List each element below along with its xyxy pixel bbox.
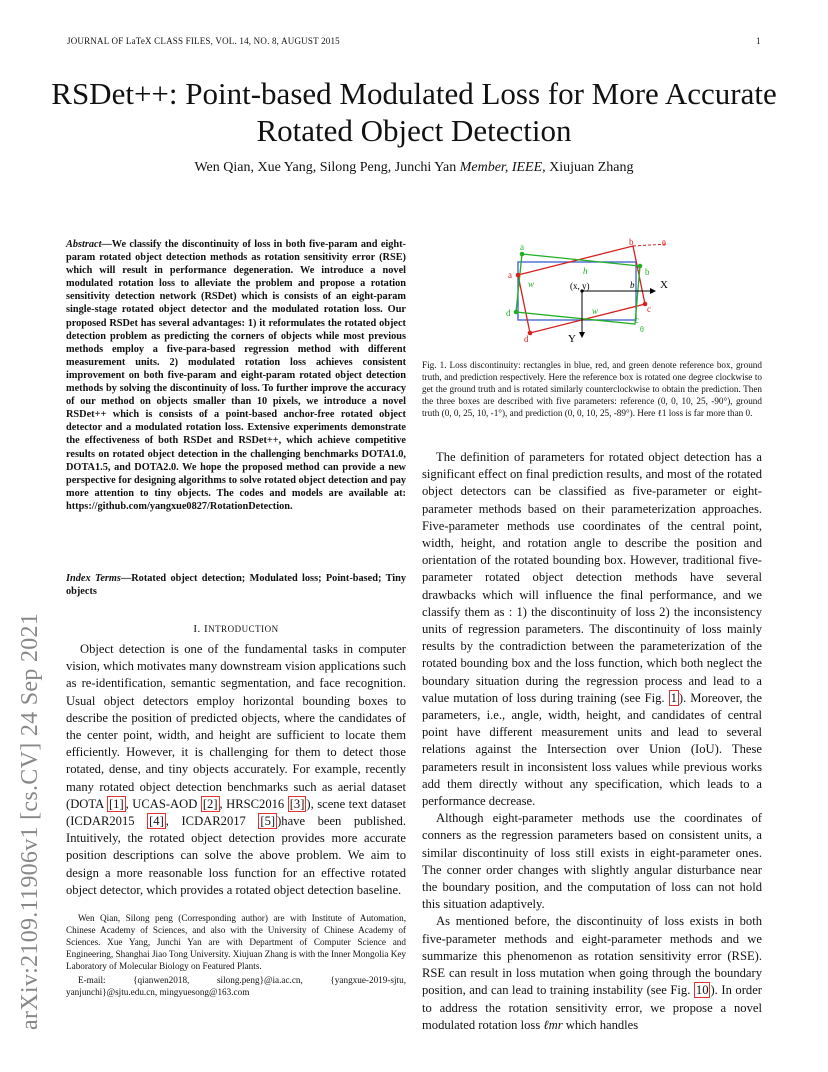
author-names: Wen Qian, Xue Yang, Silong Peng, Junchi Yan [194, 160, 457, 175]
paper-title: RSDet++: Point-based Modulated Loss for More Accurate Rotated Object Detection [51, 76, 777, 148]
label-d-green: d [506, 308, 511, 318]
page-number: 1 [756, 36, 761, 46]
index-terms-text: —Rotated object detection; Modulated loss; Point-based; Tiny objects [66, 573, 406, 598]
figure-caption: Fig. 1. Loss discontinuity: rectangles in blue, red, and green denote reference box, ground truth, and prediction respectively. Here the reference box is rotated one degree clockwise to get the ground truth and is rotated similarly counterclockwise to obtain the prediction. Then the three boxes are described with five parameters: reference (0, 0, 10, 25, -90°), ground truth (0, 0, 25, 10, -1°), and prediction (0, 0, 10, 25, -89°). Here ℓ1 loss is far more than 0. [422, 360, 762, 418]
citation-link[interactable]: [2] [202, 796, 218, 811]
label-b-mid: b [630, 280, 635, 290]
abstract-label: Abstract [66, 239, 102, 250]
citation-link[interactable]: [1] [108, 796, 124, 811]
x-axis-arrow [650, 288, 656, 294]
citation-link[interactable]: [4] [149, 814, 164, 829]
label-h: h [583, 266, 588, 276]
right-column-text [422, 449, 762, 1034]
figure-link[interactable]: 10 [695, 983, 709, 998]
citation-link[interactable]: [5] [260, 814, 276, 829]
author-last: Xiujuan Zhang [549, 160, 634, 175]
label-a-red: a [508, 270, 512, 280]
label-w-left: w [528, 279, 535, 289]
journal-header: JOURNAL OF LaTeX CLASS FILES, VOL. 14, NO. 8, AUGUST 2015 [67, 36, 340, 46]
arxiv-sidebar: arXiv:2109.11906v1 [cs.CV] 24 Sep 2021 [17, 612, 43, 1030]
label-a-green: a [520, 242, 524, 252]
corner-dot [520, 252, 525, 257]
label-d-red: d [524, 334, 529, 344]
figure-1-diagram [490, 234, 710, 349]
body-paragraph: Although eight-parameter methods use the coordinates of conners as the regression parameters based on consistent units, a similar discontinuity of loss still exists in eight-parameter ones. The conner order changes with slightly angular disturbance near the boundary position, and the computation of loss can not hold this situation adaptively. [422, 811, 762, 912]
index-terms [66, 572, 406, 598]
corner-dot [516, 273, 521, 278]
author-membership: Member, IEEE, [459, 160, 546, 175]
label-theta-top: θ [662, 239, 666, 248]
label-c-red: c [647, 304, 651, 314]
abstract-text: —We classify the discontinuity of loss in both five-param and eight-param rotated object detection methods as rotation sensitivity error (RSE) which will result in performance degeneration. We introduce a novel modulated rotation loss to alleviate the problem and propose a rotation sensitivity detection network (RSDet) which is consists of an eight-param single-stage rotated object detector and the modulated rotation loss. Our proposed RSDet has several advantages: 1) it reformulates the rotated object detection problem as predicting the corners of objects while most previous methods employ a five-para-based regression method with different measurement units. 2) modulated rotation loss achieves consistent improvement on both five-param and eight-param rotated object detection methods by solving the discontinuity of loss. To further improve the accuracy of our method on objects smaller than 10 pixels, we introduce a novel RSDet++ which is consists of a point-based anchor-free rotated object detector and a modulated rotation loss. Extensive experiments demonstrate the effectiveness of both RSDet and RSDet++, which achieve competitive results on rotated object detection in the challenging benchmarks DOTA1.0, DOTA1.5, and DOTA2.0. We hope the proposed method can provide a new perspective for designing algorithms to solve rotated object detection and pay more attention to tiny objects. The codes and models are available at: https://github.com/yangxue0827/RotationDetection. [66, 239, 406, 512]
footnote-affiliations: Wen Qian, Silong peng (Corresponding author) are with Institute of Automation, Chinese Academy of Sciences, and also with the University of Chinese Academy of Sciences. Xue Yang, Junchi Yan are with Department of Computer Science and Engineering, Shanghai Jiao Tong University. Xiujuan Zhang is with the Inner Mongolia Key Laboratory of Molecular Biology on Featured Plants. [66, 913, 406, 971]
corner-dot [514, 310, 519, 315]
loss-symbol: ℓmr [543, 1017, 563, 1032]
label-w-mid: w [592, 306, 599, 316]
label-x-axis: X [660, 279, 668, 291]
label-y-axis: Y [568, 333, 576, 345]
label-theta-right: θ [640, 325, 644, 334]
section-heading: I. INTRODUCTION [193, 623, 279, 635]
corner-dot [638, 264, 643, 269]
introduction-text [66, 641, 406, 899]
footnote [66, 912, 406, 1000]
abstract [66, 238, 406, 513]
index-terms-label: Index Terms [66, 573, 121, 584]
label-b-green: b [645, 267, 650, 277]
body-paragraph: As mentioned before, the discontinuity of loss exists in both five-parameter methods and eight-parameter methods and we summarize this phenomenon as rotation sensitivity error (RSE). RSE can result in loss mutation when going through the boundary position, and can lead to training instability (see Fig. 10 ). In order to address the rotation sensitivity error, we propose a novel modulated rotation loss ℓmr which handles [422, 914, 762, 1032]
label-b-red: b [629, 237, 634, 247]
intro-paragraph: Object detection is one of the fundamental tasks in computer vision, which motivates many downstream vision applications such as re-identification, semantic segmentation, and face recognition. Usual object detectors employ horizontal bounding boxes to describe the position of predicted objects, where the candidates of the center point, width, and height are sufficient to locate them efficiently. However, it is challenging for them to detect those rotated, dense, and tiny objects accurately. For example, recently many rotated object detection benchmarks such as aerial dataset (DOTA [1] , UCAS-AOD [2] , HRSC2016 [3] ), scene text dataset (ICDAR2015 [4] , ICDAR2017 [5] )have been published. Intuitively, the rotated object detection provides more accurate position descriptions can solve the above problem. We aim to design a more reasonable loss function for an effective rotated object detector, which provides a rotated object detection baseline. [66, 642, 406, 897]
y-axis-arrow [579, 332, 585, 338]
label-c-green: c [635, 315, 639, 325]
footnote-emails: E-mail: {qianwen2018, silong.peng}@ia.ac.cn, {yangxue-2019-sjtu, yanjunchi}@sjtu.edu.cn, mingyuesong@163.com [66, 975, 406, 997]
figure-link[interactable]: 1 [670, 690, 677, 705]
label-center: (x, y) [570, 281, 590, 291]
body-paragraph: The definition of parameters for rotated object detection has a significant effect on final prediction results, and most of the rotated object detectors can be classified as five-parameter or eight-parameter methods based on their parameterization approaches. Five-parameter methods use coordinates of the central point, width, height, and rotation angle to describe the position and orientation of the rotated bounding box. However, traditional five-parameter rotated object detection methods have several drawbacks which will influence the final performance, and we classify them as : 1) the discontinuity of loss 2) the inconsistency units of regression parameters. The discontinuity of loss mainly results by the contradiction between the parameterization of the rotated bounding box and the loss function, which both neglect the boundary situation during the regression process and lead to a value mutation of loss during training (see Fig. 1 ). Moreover, the parameters, i.e., angle, width, height, and candidates of central point have different measurement units and lead to several relations against the Intersection over Union (IoU). These parameters result in inconsistent loss values while previous works add them directly without any specification, which leads to a performance decrease. [422, 450, 762, 809]
author-list [40, 160, 788, 176]
citation-link[interactable]: [3] [289, 796, 305, 811]
